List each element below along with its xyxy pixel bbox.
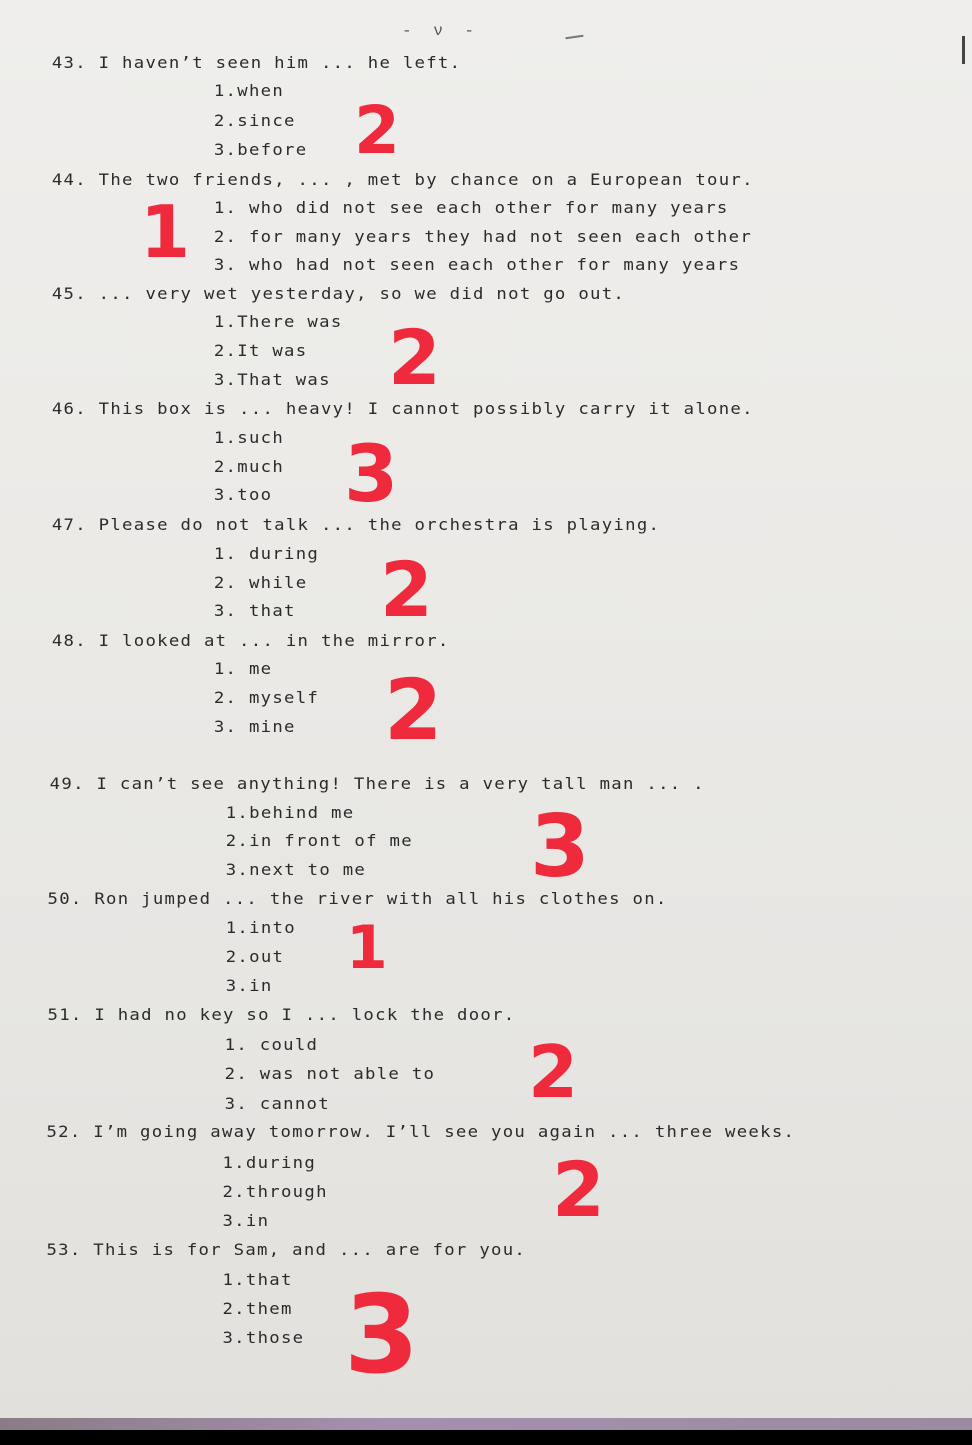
question-text: The two friends, ... , met by chance on a European tour.	[98, 170, 754, 189]
question-44	[52, 170, 754, 190]
option: 1.behind me	[225, 803, 355, 822]
question-text: I’m going away tomorrow. I’ll see you again ... three weeks.	[93, 1122, 796, 1141]
handwritten-answer-52: 2	[552, 1145, 605, 1234]
option: 2.in front of me	[225, 831, 413, 850]
option: 2.much	[213, 457, 285, 476]
question-number: 51.	[47, 1005, 83, 1024]
question-number: 48.	[51, 631, 87, 650]
option: 1.during	[222, 1153, 317, 1172]
option: 1. could	[224, 1035, 319, 1054]
question-52	[46, 1122, 795, 1142]
question-number: 53.	[46, 1240, 82, 1259]
option: 2.them	[222, 1299, 293, 1318]
option: 1. during	[213, 544, 320, 563]
option: 2. was not able to	[224, 1064, 436, 1083]
handwritten-answer-50: 1	[346, 913, 388, 983]
question-number: 43.	[51, 53, 87, 72]
question-53	[46, 1240, 526, 1260]
question-text: This box is ... heavy! I cannot possibly carry it alone.	[98, 399, 754, 418]
question-text: Ron jumped ... the river with all his clothes on.	[94, 889, 668, 908]
option: 1.There was	[213, 312, 343, 331]
option: 2.through	[222, 1182, 328, 1201]
question-text: Please do not talk ... the orchestra is playing.	[98, 515, 661, 534]
option: 2. for many years they had not seen each other	[213, 227, 753, 246]
question-text: I had no key so I ... lock the door.	[94, 1005, 516, 1024]
option: 3.before	[213, 140, 308, 159]
option: 1.when	[213, 81, 285, 100]
handwritten-answer-43: 2	[354, 92, 400, 169]
question-number: 49.	[49, 774, 85, 793]
page-number: - ν -	[402, 22, 481, 40]
handwritten-answer-44: 1	[140, 190, 191, 274]
handwritten-answer-46: 3	[344, 430, 399, 520]
handwritten-answer-47: 2	[380, 545, 433, 634]
option: 3.That was	[213, 370, 331, 389]
question-49	[50, 774, 705, 794]
question-text: I looked at ... in the mirror.	[98, 631, 450, 650]
desk-edge	[0, 1418, 972, 1430]
handwritten-answer-45: 2	[388, 313, 441, 402]
option: 2. myself	[213, 688, 320, 707]
option: 3. cannot	[224, 1094, 330, 1113]
option: 1. who did not see each other for many years	[213, 198, 729, 217]
question-number: 45.	[51, 284, 87, 303]
option: 1. me	[213, 659, 273, 678]
option: 3.next to me	[225, 860, 367, 879]
question-48	[52, 631, 450, 651]
edge-mark	[962, 36, 965, 64]
question-43	[52, 53, 462, 73]
handwritten-answer-53: 3	[344, 1273, 420, 1398]
handwritten-answer-51: 2	[528, 1030, 579, 1114]
option: 1.that	[222, 1270, 293, 1289]
question-51	[48, 1005, 516, 1025]
option: 1.such	[213, 428, 285, 447]
question-number: 44.	[51, 170, 87, 189]
option: 3. that	[213, 601, 296, 620]
question-number: 52.	[46, 1122, 82, 1141]
option: 2.since	[213, 111, 296, 130]
option: 2.It was	[213, 341, 308, 360]
option: 1.into	[225, 918, 296, 937]
question-text: I can’t see anything! There is a very tall man ... .	[96, 774, 705, 793]
option: 2. while	[213, 573, 308, 592]
option: 3.those	[222, 1328, 305, 1347]
option: 3. mine	[213, 717, 296, 736]
option: 3.in	[222, 1211, 270, 1230]
question-text: ... very wet yesterday, so we did not go out.	[98, 284, 626, 303]
question-45	[52, 284, 625, 304]
question-number: 46.	[51, 399, 87, 418]
question-number: 50.	[47, 889, 83, 908]
handwritten-answer-48: 2	[384, 661, 443, 759]
handwritten-answer-49: 3	[530, 797, 590, 897]
option: 3. who had not seen each other for many years	[213, 255, 741, 274]
question-46	[52, 399, 754, 419]
option: 2.out	[225, 947, 285, 966]
option: 3.too	[213, 485, 273, 504]
option: 3.in	[225, 976, 273, 995]
question-number: 47.	[51, 515, 87, 534]
question-text: I haven’t seen him ... he left.	[98, 53, 462, 72]
question-text: This is for Sam, and ... are for you.	[93, 1240, 527, 1259]
